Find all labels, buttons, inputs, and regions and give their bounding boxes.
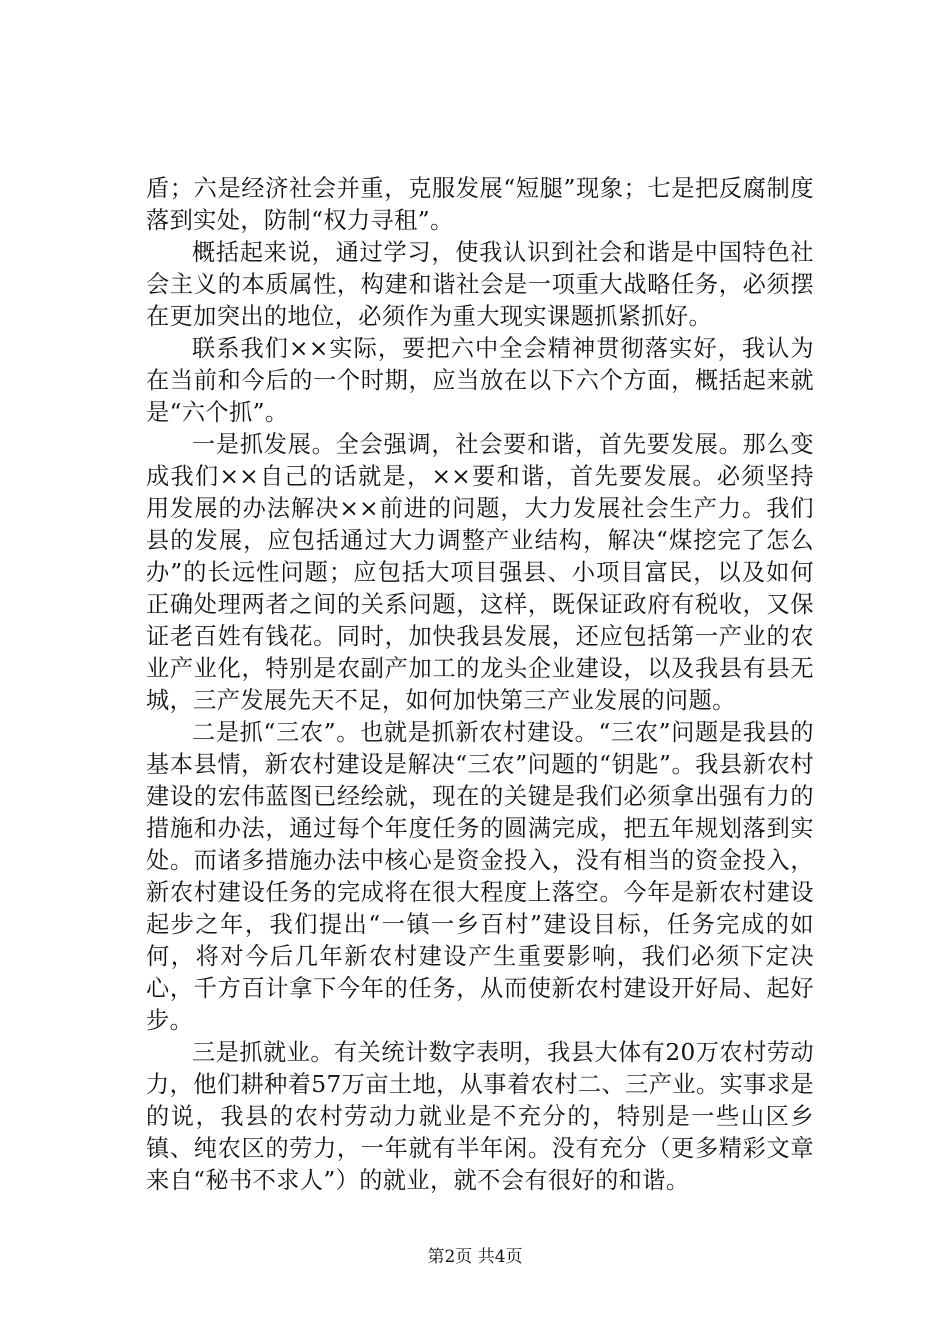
paragraph-continuation: 盾；六是经济社会并重，克服发展“短腿”现象；七是把反腐制度落到实处，防制“权力寻租”。	[146, 175, 814, 234]
page-number-footer: 第2页 共4页	[427, 1247, 523, 1267]
paragraph-point-three-rural: 二是抓“三农”。也就是抓新农村建设。“三农”问题是我县的基本县情，新农村建设是解决“三农”问题的“钥匙”。我县新农村建设的宏伟蓝图已经绘就，现在的关键是我们必须拿出强有力的措施和办法，通过每个年度任务的圆满完成，把五年规划落到实处。而诸多措施办法中核心是资金投入，没有相当的资金投入，新农村建设任务的完成将在很大程度上落空。今年是新农村建设起步之年，我们提出“一镇一乡百村”建设目标，任务完成的如何，将对今后几年新农村建设产生重要影响，我们必须下定决心，千方百计拿下今年的任务，从而使新农村建设开好局、起好步。	[146, 719, 814, 1034]
document-body	[146, 173, 814, 1197]
paragraph-six-points-intro: 联系我们××实际，要把六中全会精神贯彻落实好，我认为在当前和今后的一个时期，应当放在以下六个方面，概括起来就是“六个抓”。	[146, 335, 814, 426]
paragraph-point-employment: 三是抓就业。有关统计数字表明，我县大体有20万农村劳动力，他们耕种着57万亩土地，从事着农村二、三产业。实事求是的说，我县的农村劳动力就业是不充分的，特别是一些山区乡镇、纯农区的劳力，一年就有半年闲。没有充分（更多精彩文章来自“秘书不求人”）的就业，就不会有很好的和谐。	[146, 1039, 814, 1194]
paragraph-summary: 概括起来说，通过学习，使我认识到社会和谐是中国特色社会主义的本质属性，构建和谐社会是一项重大战略任务，必须摆在更加突出的地位，必须作为重大现实课题抓紧抓好。	[146, 239, 814, 330]
paragraph-point-development: 一是抓发展。全会强调，社会要和谐，首先要发展。那么变成我们××自己的话就是，××要和谐，首先要发展。必须坚持用发展的办法解决××前进的问题，大力发展社会生产力。我们县的发展，应包括通过大力调整产业结构，解决“煤挖完了怎么办”的长远性问题；应包括大项目强县、小项目富民，以及如何正确处理两者之间的关系问题，这样，既保证政府有税收，又保证老百姓有钱花。同时，加快我县发展，还应包括第一产业的农业产业化，特别是农副产加工的龙头企业建设，以及我县有县无城，三产发展先天不足，如何加快第三产业发展的问题。	[146, 431, 814, 714]
